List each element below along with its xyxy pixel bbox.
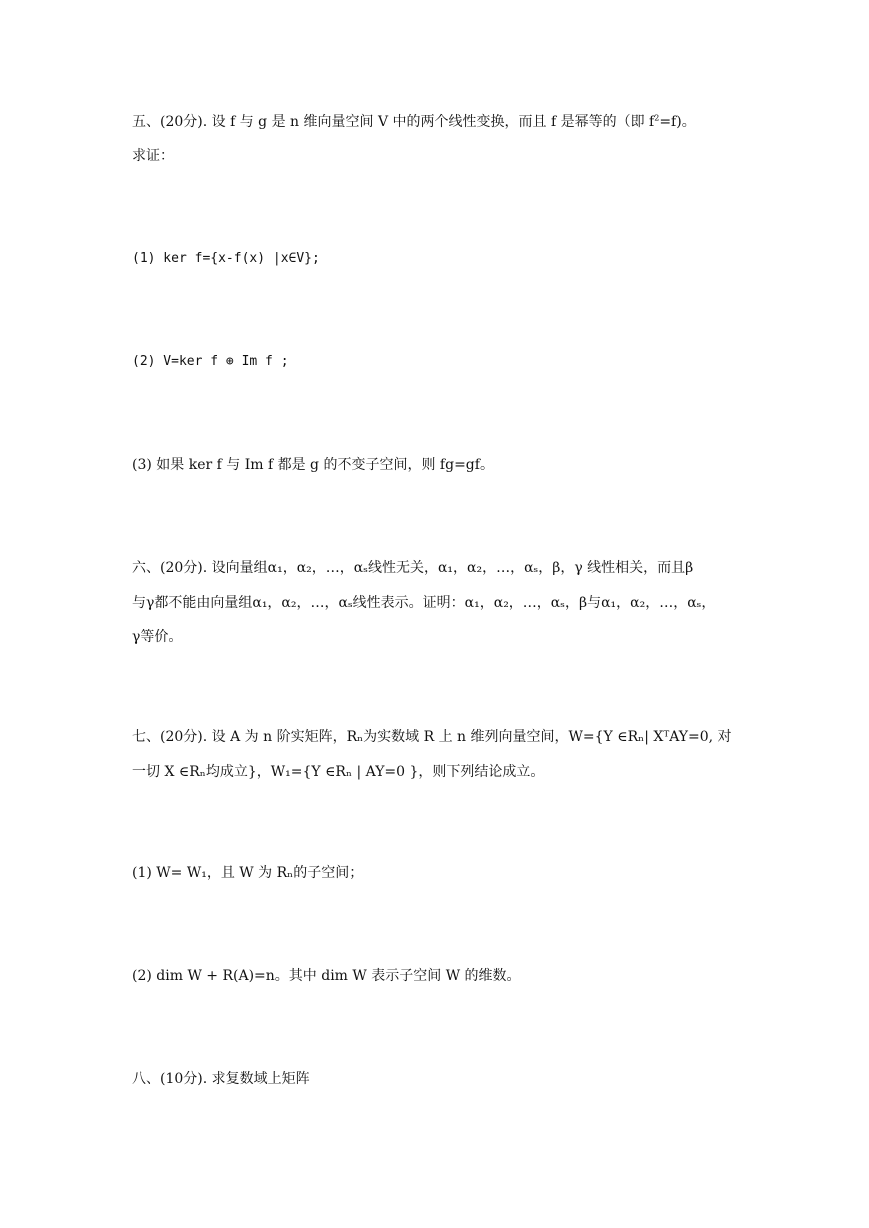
q5-part3: (3) 如果 ker f 与 Im f 都是 g 的不变子空间，则 fg=gf。 (132, 457, 494, 473)
q5-line1-end: =f)。 (659, 114, 696, 130)
q8-statement-line1: 八、(10分). 求复数域上矩阵 (132, 1071, 310, 1087)
q5-statement-line1 (132, 112, 696, 132)
q7-part2: (2) dim W + R(A)=n。其中 dim W 表示子空间 W 的维数。 (132, 968, 521, 984)
q5-line1-text: 五、(20分). 设 f 与 g 是 n 维向量空间 V 中的两个线性变换，而且 f 是幂等的（即 f (132, 114, 655, 130)
q6-statement-line2: 与γ都不能由向量组α₁，α₂，…，αₛ线性表示。证明：α₁，α₂，…，αₛ，β与α₁，α₂，…，αₛ， (132, 595, 716, 611)
q5-part1: (1) ker f={x-f(x) |x∈V}; (132, 251, 320, 266)
q6-statement-line3: γ等价。 (132, 629, 183, 645)
q7-part1: (1) W= W₁，且 W 为 Rₙ的子空间； (132, 865, 364, 881)
q7-statement-line2: 一切 X ∈Rₙ均成立}，W₁={Y ∈Rₙ | AY=0 }，则下列结论成立。 (132, 764, 545, 780)
q5-line1-superscript: 2 (654, 113, 660, 123)
q7-statement-line1: 七、(20分). 设 A 为 n 阶实矩阵，Rₙ为实数域 R 上 n 维列向量空间，W={Y ∈Rₙ| XᵀAY=0, 对 (132, 729, 732, 745)
q6-statement-line1: 六、(20分). 设向量组α₁，α₂，…，αₛ线性无关，α₁，α₂，…，αₛ，β，γ 线性相关，而且β (132, 560, 694, 576)
q5-part2: (2) V=ker f ⊕ Im f ; (132, 354, 289, 369)
q5-statement-line2: 求证： (132, 148, 174, 164)
